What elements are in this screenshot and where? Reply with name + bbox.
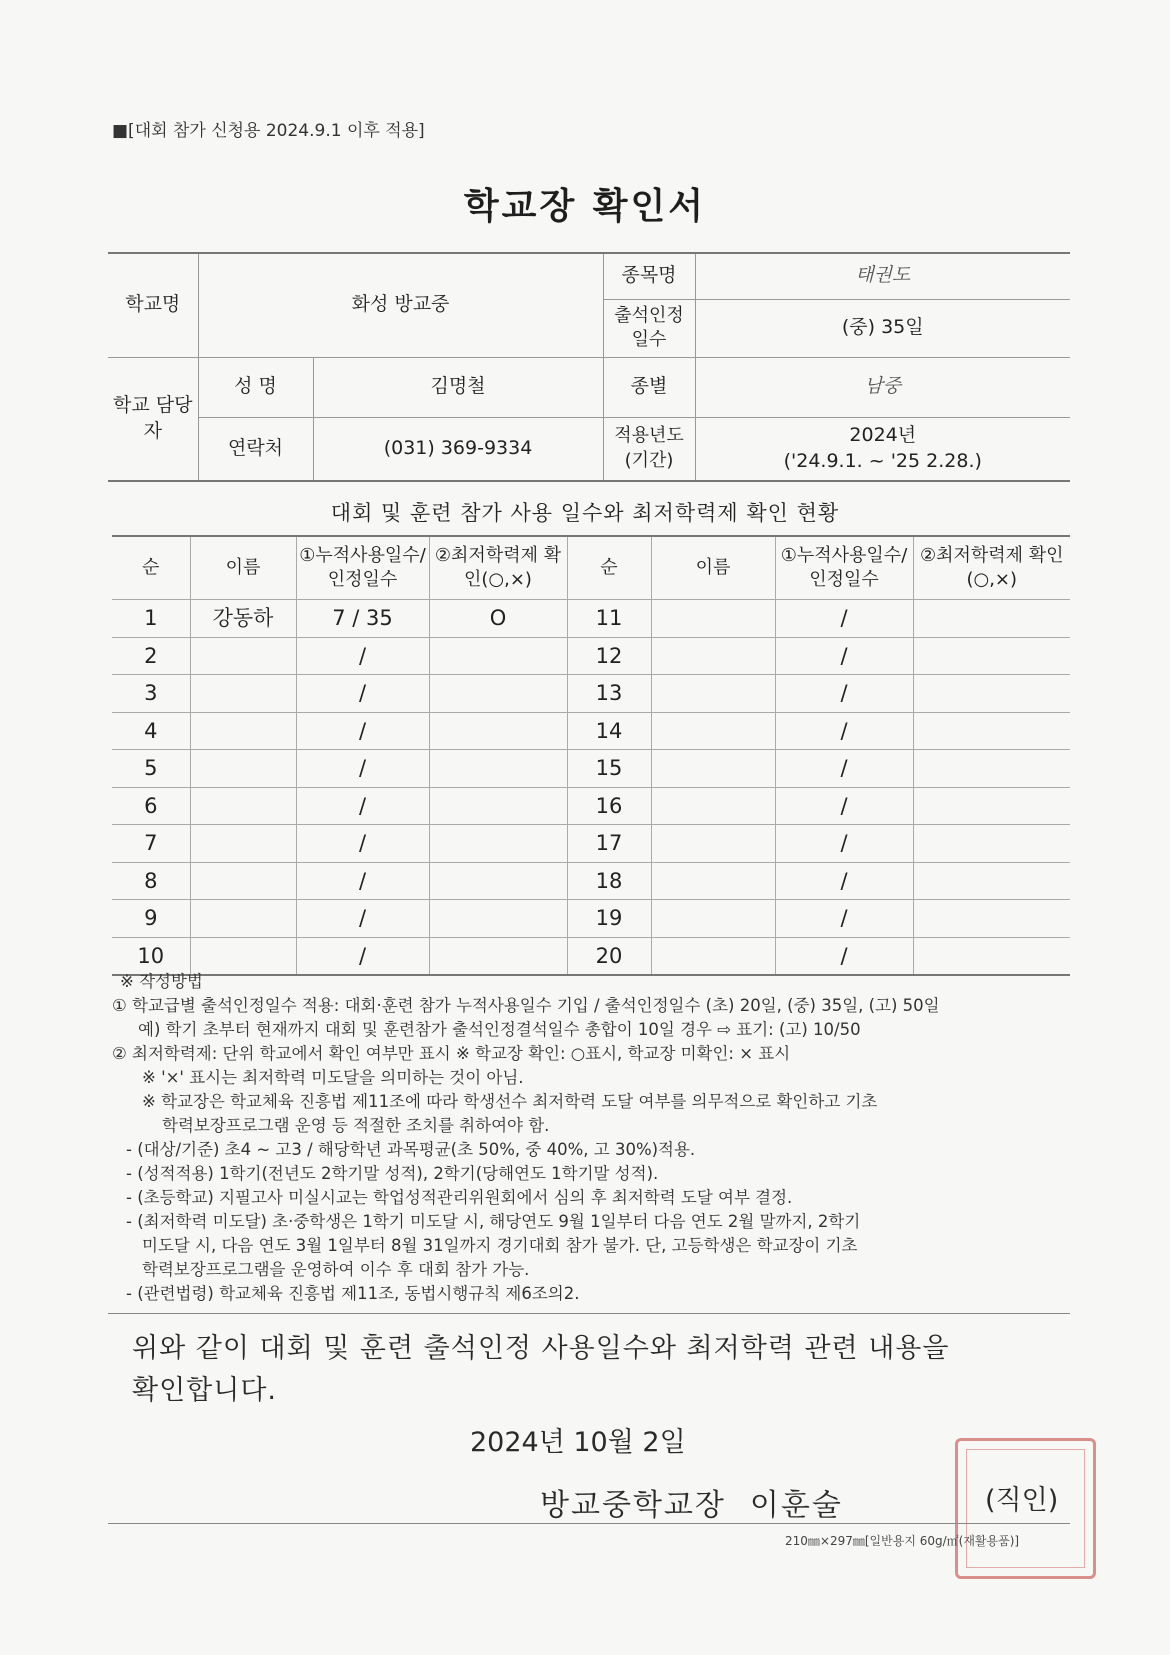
footer-divider bbox=[108, 1523, 1070, 1524]
guide-line: 예) 학기 초부터 현재까지 대회 및 훈련참가 출석인정결석일수 총합이 10일 경우 ⇨ 표기: (고) 10/50 bbox=[138, 1020, 861, 1039]
row-name bbox=[190, 937, 296, 975]
table-row bbox=[112, 787, 1070, 825]
row-days: / bbox=[775, 712, 913, 750]
row-check bbox=[913, 900, 1070, 938]
guide-line: ① 학교급별 출석인정일수 적용: 대회·훈련 참가 누적사용일수 기입 / 출석인정일수 (초) 20일, (중) 35일, (고) 50일 bbox=[112, 996, 940, 1015]
row-no: 4 bbox=[112, 712, 190, 750]
status-table bbox=[112, 535, 1070, 976]
guide-line: - (초등학교) 지필고사 미실시교는 학업성적관리위원회에서 심의 후 최저학력 도달 여부 결정. bbox=[126, 1188, 793, 1207]
year-value: 2024년 bbox=[849, 424, 917, 447]
row-name bbox=[651, 637, 775, 675]
contact-value: (031) 369-9334 bbox=[313, 417, 603, 481]
row-days: / bbox=[775, 750, 913, 788]
header-no: 순 bbox=[112, 536, 190, 600]
school-label: 학교명 bbox=[108, 253, 198, 357]
row-no: 15 bbox=[567, 750, 651, 788]
row-check bbox=[429, 825, 567, 863]
signer-title: 방교중학교장 bbox=[540, 1488, 726, 1523]
contact-label: 연락처 bbox=[198, 417, 313, 481]
guide-heading: ※ 작성방법 bbox=[120, 972, 203, 991]
row-check bbox=[429, 862, 567, 900]
row-name bbox=[651, 675, 775, 713]
confirmation-text bbox=[132, 1328, 949, 1412]
status-title: 대회 및 훈련 참가 사용 일수와 최저학력제 확인 현황 bbox=[330, 501, 840, 525]
row-name bbox=[651, 787, 775, 825]
page-title: 학교장 확인서 bbox=[463, 186, 707, 227]
row-no: 5 bbox=[112, 750, 190, 788]
row-no: 11 bbox=[567, 600, 651, 638]
row-days: / bbox=[775, 825, 913, 863]
row-name bbox=[190, 900, 296, 938]
table-row bbox=[112, 637, 1070, 675]
row-no: 7 bbox=[112, 825, 190, 863]
header-no-right: 순 bbox=[567, 536, 651, 600]
row-days: / bbox=[296, 937, 429, 975]
table-row bbox=[112, 750, 1070, 788]
row-days: / bbox=[296, 787, 429, 825]
row-days: / bbox=[775, 637, 913, 675]
signer bbox=[540, 1480, 843, 1524]
row-name bbox=[190, 750, 296, 788]
row-name bbox=[190, 712, 296, 750]
row-days: / bbox=[296, 862, 429, 900]
guide-line: - (최저학력 미도달) 초·중학생은 1학기 미도달 시, 해당연도 9월 1일부터 다음 연도 2월 말까지, 2학기 bbox=[126, 1212, 861, 1231]
name-label: 성 명 bbox=[198, 357, 313, 417]
row-check bbox=[429, 900, 567, 938]
row-days: / bbox=[296, 900, 429, 938]
confirmation-line: 위와 같이 대회 및 훈련 출석인정 사용일수와 최저학력 관련 내용을 bbox=[132, 1333, 950, 1364]
year-cell bbox=[695, 417, 1070, 481]
row-no: 10 bbox=[112, 937, 190, 975]
row-name bbox=[651, 900, 775, 938]
row-no: 3 bbox=[112, 675, 190, 713]
row-check bbox=[429, 787, 567, 825]
row-days: / bbox=[775, 900, 913, 938]
header-name: 이름 bbox=[190, 536, 296, 600]
header-days-right: ①누적사용일수/인정일수 bbox=[775, 536, 913, 600]
row-days: / bbox=[775, 787, 913, 825]
gender-label: 종별 bbox=[603, 357, 695, 417]
row-check: O bbox=[429, 600, 567, 638]
row-name bbox=[190, 637, 296, 675]
issue-date: 2024년 10월 2일 bbox=[470, 1427, 686, 1458]
guide-line: 학력보장프로그램 운영 등 적절한 조치를 취하여야 함. bbox=[162, 1116, 550, 1135]
table-row bbox=[112, 712, 1070, 750]
header-check: ②최저학력제 확인(○,×) bbox=[429, 536, 567, 600]
row-days: / bbox=[296, 637, 429, 675]
manager-label: 학교 담당자 bbox=[108, 357, 198, 481]
row-check bbox=[913, 937, 1070, 975]
row-check bbox=[913, 825, 1070, 863]
table-row bbox=[112, 937, 1070, 975]
row-no: 20 bbox=[567, 937, 651, 975]
section-divider bbox=[108, 1313, 1070, 1314]
confirmation-line: 확인합니다. bbox=[132, 1375, 277, 1406]
row-days: / bbox=[775, 675, 913, 713]
guide-line: - (대상/기준) 초4 ~ 고3 / 해당학년 과목평균(초 50%, 중 40%, 고 30%)적용. bbox=[126, 1140, 696, 1159]
row-check bbox=[913, 675, 1070, 713]
row-no: 14 bbox=[567, 712, 651, 750]
row-name bbox=[190, 862, 296, 900]
seal-mark: (직인) bbox=[985, 1485, 1059, 1516]
row-name bbox=[651, 825, 775, 863]
header-check-right: ②최저학력제 확인(○,×) bbox=[913, 536, 1070, 600]
row-no: 19 bbox=[567, 900, 651, 938]
row-check bbox=[913, 787, 1070, 825]
row-check bbox=[429, 675, 567, 713]
period-value: ('24.9.1. ~ '25 2.28.) bbox=[783, 449, 982, 472]
row-days: / bbox=[296, 675, 429, 713]
row-days: / bbox=[296, 712, 429, 750]
row-check bbox=[913, 750, 1070, 788]
guide-line: - (성적적용) 1학기(전년도 2학기말 성적), 2학기(당해연도 1학기말 성적). bbox=[126, 1164, 659, 1183]
guide-line: - (관련법령) 학교체육 진흥법 제11조, 동법시행규칙 제6조의2. bbox=[126, 1284, 580, 1303]
row-name: 강동하 bbox=[190, 600, 296, 638]
row-check bbox=[913, 712, 1070, 750]
info-table bbox=[108, 252, 1070, 482]
row-check bbox=[429, 637, 567, 675]
attend-label: 출석인정 일수 bbox=[603, 299, 695, 357]
row-no: 12 bbox=[567, 637, 651, 675]
table-row bbox=[112, 600, 1070, 638]
row-no: 1 bbox=[112, 600, 190, 638]
year-label: 적용년도 (기간) bbox=[603, 417, 695, 481]
row-days: / bbox=[296, 825, 429, 863]
row-name bbox=[651, 937, 775, 975]
row-check bbox=[429, 937, 567, 975]
attend-value: (중) 35일 bbox=[695, 299, 1070, 357]
table-row bbox=[112, 825, 1070, 863]
form-tag: ■[대회 참가 신청용 2024.9.1 이후 적용] bbox=[112, 121, 425, 141]
paper-spec: 210㎜×297㎜[일반용지 60g/㎡(재활용품)] bbox=[785, 1534, 1020, 1548]
row-no: 8 bbox=[112, 862, 190, 900]
row-check bbox=[429, 712, 567, 750]
gender-value: 남중 bbox=[695, 357, 1070, 417]
event-label: 종목명 bbox=[603, 253, 695, 299]
row-name bbox=[651, 750, 775, 788]
row-days: 7 / 35 bbox=[296, 600, 429, 638]
row-no: 18 bbox=[567, 862, 651, 900]
header-days: ①누적사용일수/인정일수 bbox=[296, 536, 429, 600]
row-days: / bbox=[775, 937, 913, 975]
guide-line: ※ 학교장은 학교체육 진흥법 제11조에 따라 학생선수 최저학력 도달 여부를 의무적으로 확인하고 기초 bbox=[142, 1092, 878, 1111]
row-days: / bbox=[775, 600, 913, 638]
guide-line: ※ '×' 표시는 최저학력 미도달을 의미하는 것이 아님. bbox=[142, 1068, 524, 1087]
row-name bbox=[651, 600, 775, 638]
table-row bbox=[112, 675, 1070, 713]
event-value: 태권도 bbox=[695, 253, 1070, 299]
table-row bbox=[112, 862, 1070, 900]
row-name bbox=[190, 675, 296, 713]
row-no: 6 bbox=[112, 787, 190, 825]
row-no: 16 bbox=[567, 787, 651, 825]
row-check bbox=[913, 637, 1070, 675]
signer-name: 이훈술 bbox=[749, 1488, 843, 1523]
guide-line: 학력보장프로그램을 운영하여 이수 후 대회 참가 가능. bbox=[142, 1260, 530, 1279]
guide-line: 미도달 시, 다음 연도 3월 1일부터 8월 31일까지 경기대회 참가 불가. 단, 고등학생은 학교장이 기초 bbox=[142, 1236, 858, 1255]
row-no: 9 bbox=[112, 900, 190, 938]
row-name bbox=[651, 862, 775, 900]
guide-line: ② 최저학력제: 단위 학교에서 확인 여부만 표시 ※ 학교장 확인: ○표시, 학교장 미확인: × 표시 bbox=[112, 1044, 791, 1063]
school-value: 화성 방교중 bbox=[198, 253, 603, 357]
row-days: / bbox=[296, 750, 429, 788]
row-name bbox=[190, 787, 296, 825]
row-no: 17 bbox=[567, 825, 651, 863]
name-value: 김명철 bbox=[313, 357, 603, 417]
row-name bbox=[190, 825, 296, 863]
row-days: / bbox=[775, 862, 913, 900]
row-check bbox=[913, 600, 1070, 638]
row-name bbox=[651, 712, 775, 750]
table-row bbox=[112, 900, 1070, 938]
row-no: 2 bbox=[112, 637, 190, 675]
row-check bbox=[429, 750, 567, 788]
row-check bbox=[913, 862, 1070, 900]
header-name-right: 이름 bbox=[651, 536, 775, 600]
row-no: 13 bbox=[567, 675, 651, 713]
